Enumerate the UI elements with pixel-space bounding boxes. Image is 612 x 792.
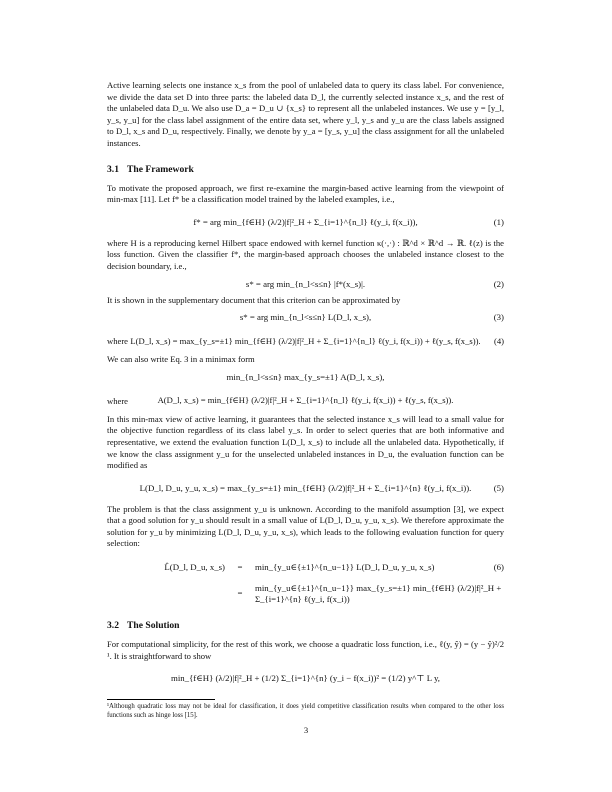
equation-6-rhs-1: min_{y_u∈{±1}^{n_u−1}} L(D_l, D_u, y_u, x_s) [255,561,435,572]
page-body [107,80,504,720]
equation-2-number: (2) [493,278,504,289]
equation-6-row-1 [107,554,504,580]
equation-6-equals-2: = [237,588,243,599]
paragraph-minimax: We can also write Eq. 3 in a minimax form [107,354,255,365]
equation-6-number: (6) [493,562,504,573]
equation-6 [107,554,504,606]
equation-A-body: A(D_l, x_s) = min_{f∈H} (λ/2)|f|²_H + Σ_{i=1}^{n_l} ℓ(y_i, f(x_i)) + ℓ(y_s, f(x_s)). [157,395,454,406]
equation-1 [107,209,504,235]
paragraph-manifold: The problem is that the class assignment y_u is unknown. According to the manifold assumption [3], we expect that a good solution for y_u should result in a small value of L(D_l, D_u, y_u, x_s). We therefore approximate the solution for y_u by minimizing L(D_l, D_u, y_u, x_s), which leads to the following evaluation function for query selection: [107,503,504,549]
equation-4-body: L(D_l, x_s) = max_{y_s=±1} min_{f∈H} (λ/2)|f|²_H + Σ_{i=1}^{n_l} ℓ(y_i, f(x_i)) + ℓ(y_s, f(x_s)). [130,335,481,346]
equation-quadratic [107,665,504,691]
footnote-rule [107,699,215,700]
footnote: ¹Although quadratic loss may not be ideal for classification, it does yield competitive classification results when compared to the other loss functions such as hinge loss [15]. [107,703,504,720]
equation-5-number: (5) [493,482,504,493]
equation-4 [107,328,504,354]
equation-A [107,388,504,414]
where-label: where [107,395,128,406]
section-number: 3.2 [107,620,119,632]
equation-4-number: (4) [493,336,504,347]
paragraph-motivation: To motivate the proposed approach, we first re-examine the margin-based active learning from the viewpoint of min-max [11]. Let f* be a classification model trained by the labeled examples, i.e., [107,182,504,205]
section-number: 3.1 [107,163,119,175]
paragraph-intro: Active learning selects one instance x_s from the pool of unlabeled data to query its class label. For convenience, we divide the data set D into three parts: the labeled data D_l, the currently selected instance x_s, and the rest of the unlabeled data D_u. We also use D_a = D_u ∪ {x_s} to represent all the unlabeled instances. We use y = [y_l, y_s, y_u] for the class label assignment of the entire data set, where y_l, y_s and y_u are the class labels assigned to D_l, x_s and D_u, respectively. Finally, we denote by y_a = [y_s, y_u] the class assignment for all the unlabeled instances. [107,80,504,148]
equation-5-body: L(D_l, D_u, y_u, x_s) = max_{y_s=±1} min_{f∈H} (λ/2)|f|²_H + Σ_{i=1}^{n} ℓ(y_i, f(x_i)). [139,482,472,493]
equation-quadratic-body: min_{f∈H} (λ/2)|f|²_H + (1/2) Σ_{i=1}^{n} (y_i − f(x_i))² = (1/2) y^⊤ L y, [171,673,440,684]
paragraph-quadratic: For computational simplicity, for the rest of this work, we choose a quadratic loss function, i.e., ℓ(y, ŷ) = (y − ŷ)²/2 ¹. It is straightforward to show [107,639,504,661]
paragraph-minmax-view: In this min-max view of active learning, it guarantees that the selected instance x_s will lead to a small value for the objective function regardless of its class label y_s. In order to select queries that are both informative and representative, we extend the evaluation function L(D_l, x_s) to include all the unlabeled data. Hypothetically, if we know the class assignment y_u for the unselected unlabeled instances in D_u, the evaluation function can be modified as [107,413,504,471]
paragraph-rkhs: where H is a reproducing kernel Hilbert space endowed with kernel function κ(·,·) : ℝ^d × ℝ^d → ℝ. ℓ(z) is the loss function. Given the classifier f*, the margin-based approach chooses the unlabeled instance closest to the decision boundary, i.e., [107,237,504,271]
equation-3 [107,309,504,325]
section-title: The Solution [127,620,180,632]
paragraph-approx: It is shown in the supplementary document that this criterion can be approximated by [107,294,401,305]
equation-6-equals: = [237,562,243,573]
equation-6-lhs: L̂(D_l, D_u, x_s) [164,562,225,573]
equation-1-body: f* = arg min_{f∈H} (λ/2)|f|²_H + Σ_{i=1}^{n_l} ℓ(y_i, f(x_i)), [193,216,418,227]
equation-minimax-body: min_{n_l<s≤n} max_{y_s=±1} A(D_l, x_s), [226,371,385,382]
equation-2 [107,276,504,292]
equation-5 [107,475,504,501]
page-number: 3 [303,725,309,735]
equation-minimax [107,369,504,385]
equation-2-body: s* = arg min_{n_l<s≤n} |f*(x_s)|. [245,278,366,289]
equation-6-rhs-2: min_{y_u∈{±1}^{n_u−1}} max_{y_s=±1} min_{f∈H} (λ/2)|f|²_H + Σ_{i=1}^{n} ℓ(y_i, f(x_i)) [255,582,502,604]
section-heading-solution [107,620,504,631]
equation-3-number: (3) [493,312,504,323]
section-heading-framework [107,164,504,175]
equation-6-row-2 [107,580,504,606]
where-label: where [107,336,128,347]
section-title: The Framework [127,163,194,175]
equation-1-number: (1) [493,216,504,227]
equation-3-body: s* = arg min_{n_l<s≤n} L(D_l, x_s), [239,312,372,323]
